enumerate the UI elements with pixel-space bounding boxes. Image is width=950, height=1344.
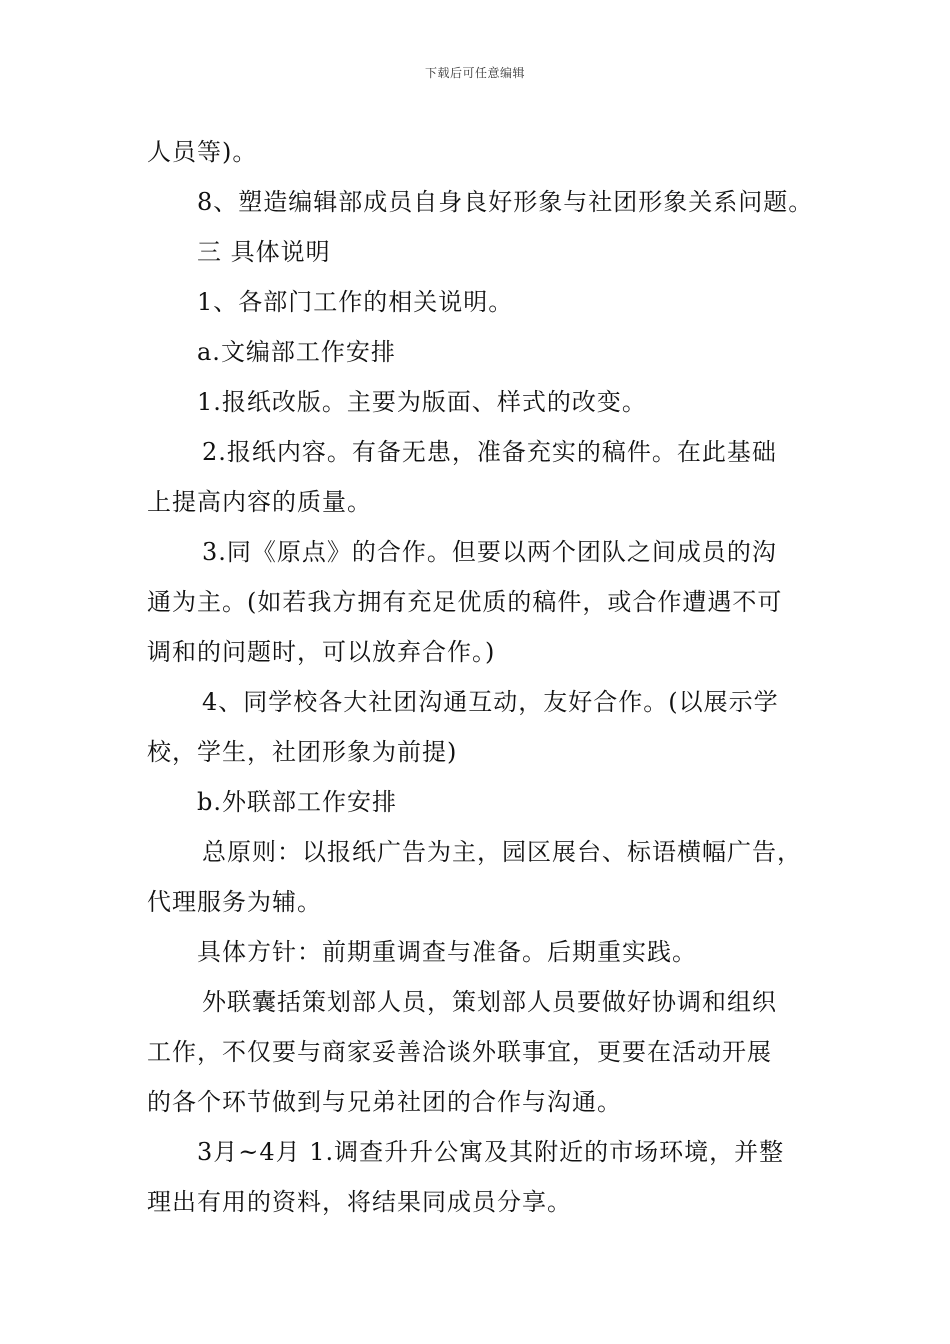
subsection-heading-b: b.外联部工作安排	[197, 788, 397, 816]
text-line-17: 具体方针：前期重调查与准备。后期重实践。	[197, 938, 697, 966]
text-line-18: 外联囊括策划部人员，策划部人员要做好协调和组织	[202, 988, 777, 1016]
text-line-20: 的各个环节做到与兄弟社团的合作与沟通。	[147, 1088, 622, 1116]
document-body	[147, 127, 812, 1227]
text-line-7: 2.报纸内容。有备无患，准备充实的稿件。在此基础	[202, 438, 777, 466]
text-line-4: 1、各部门工作的相关说明。	[197, 288, 514, 316]
page-header: 下载后可任意编辑	[424, 66, 525, 80]
text-line-8: 上提高内容的质量。	[147, 488, 372, 516]
text-line-16: 代理服务为辅。	[147, 888, 322, 916]
text-line-21: 3月~4月 1.调查升升公寓及其附近的市场环境，并整	[197, 1138, 785, 1166]
text-line-22: 理出有用的资料，将结果同成员分享。	[147, 1188, 572, 1216]
text-line-2: 8、塑造编辑部成员自身良好形象与社团形象关系问题。	[197, 188, 814, 216]
section-heading: 三 具体说明	[197, 238, 331, 266]
text-line-13: 校，学生，社团形象为前提)	[147, 738, 458, 766]
text-line-15: 总原则：以报纸广告为主，园区展台、标语横幅广告，	[202, 838, 802, 866]
text-line-6: 1.报纸改版。主要为版面、样式的改变。	[197, 388, 647, 416]
text-line-12: 4、同学校各大社团沟通互动，友好合作。(以展示学	[202, 688, 779, 716]
text-line-10: 通为主。(如若我方拥有充足优质的稿件，或合作遭遇不可	[147, 588, 783, 616]
text-line-11: 调和的问题时，可以放弃合作。)	[147, 638, 496, 666]
text-line-9: 3.同《原点》的合作。但要以两个团队之间成员的沟	[202, 538, 777, 566]
text-line-19: 工作，不仅要与商家妥善洽谈外联事宜，更要在活动开展	[147, 1038, 772, 1066]
text-line-1: 人员等)。	[147, 138, 258, 166]
subsection-heading-a: a.文编部工作安排	[197, 338, 396, 366]
